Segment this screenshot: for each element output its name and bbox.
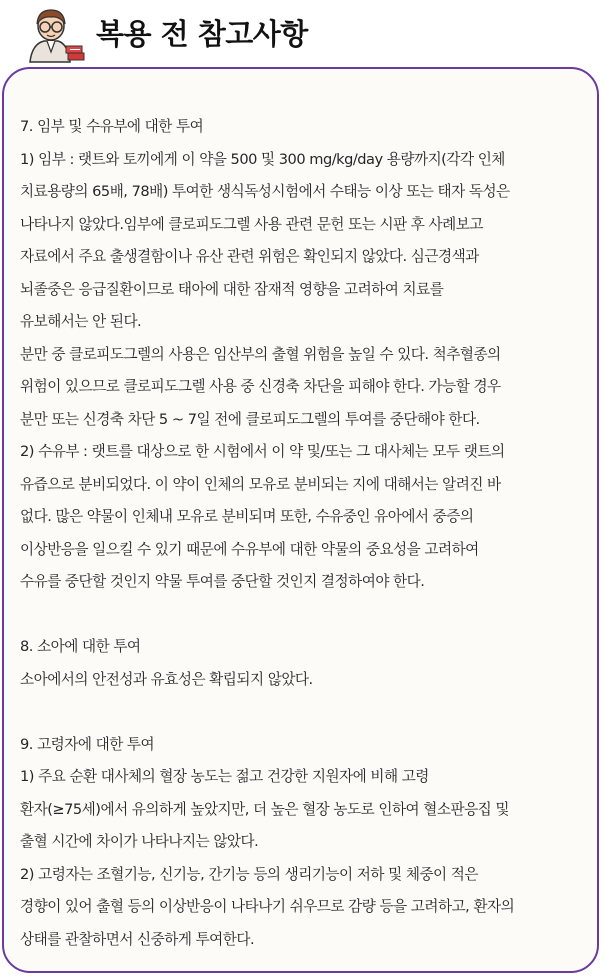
text-line: 1) 임부 : 랫트와 토끼에게 이 약을 500 및 300 mg/kg/day 용량까지(각각 인체 [20,150,505,168]
text-line: 분만 중 클로피도그렐의 사용은 임산부의 출혈 위험을 높일 수 있다. 척추혈종의 [20,345,501,363]
text-line: 2) 고령자는 조혈기능, 신기능, 간기능 등의 생리기능이 저하 및 체중이 적은 [20,865,478,883]
text-line: 치료용량의 65배, 78배) 투여한 생식독성시험에서 수태능 이상 또는 태자 독성은 [20,183,510,200]
page-title: 복용 전 참고사항 [96,17,308,51]
pharmacist-icon [20,4,90,64]
text-line: 8. 소아에 대한 투여 [20,638,141,655]
text-line: 이상반응을 일으킬 수 있기 때문에 수유부에 대한 약물의 중요성을 고려하여 [20,540,479,558]
header [0,0,606,66]
text-lines [20,111,590,956]
text-line: 2) 수유부 : 랫트를 대상으로 한 시험에서 이 약 및/또는 그 대사체는 모두 랫트의 [20,443,505,460]
text-line: 자료에서 주요 출생결함이나 유산 관련 위험은 확인되지 않았다. 심근경색과 [20,248,479,265]
content-box [2,67,599,973]
text-line: 9. 고령자에 대한 투여 [20,735,155,753]
text-line: 상태를 관찰하면서 신중하게 투여한다. [20,930,255,948]
text-line: 1) 주요 순환 대사체의 혈장 농도는 젊고 건강한 지원자에 비해 고령 [20,768,429,785]
text-line: 출혈 시간에 차이가 나타나지는 않았다. [20,833,259,850]
text-line: 유즙으로 분비되었다. 이 약이 인체의 모유로 분비되는 지에 대해서는 알려진 바 [20,475,501,493]
blank-line [20,696,590,729]
text-line: 소아에서의 안전성과 유효성은 확립되지 않았다. [20,670,313,688]
text-line: 나타나지 않았다.임부에 클로피도그렐 사용 관련 문헌 또는 시판 후 사례보고 [20,215,483,233]
text-line: 7. 임부 및 수유부에 대한 투여 [20,118,204,135]
text-line: 분만 또는 신경축 차단 5 ~ 7일 전에 클로피도그렐의 투여를 중단해야 한다. [20,410,480,428]
text-line: 없다. 많은 약물이 인체내 모유로 분비되며 또한, 수유중인 유아에서 중증의 [20,508,474,525]
text-line: 유보해서는 안 된다. [20,313,142,330]
text-line: 환자(≥75세)에서 유의하게 높았지만, 더 높은 혈장 농도로 인하여 혈소판응집 및 [20,800,510,818]
text-line: 수유를 중단할 것인지 약물 투여를 중단할 것인지 결정하여야 한다. [20,573,425,590]
text-line: 뇌졸중은 응급질환이므로 태아에 대한 잠재적 영향을 고려하여 치료를 [20,280,444,298]
text-line: 위험이 있으므로 클로피도그렐 사용 중 신경축 차단을 피해야 한다. 가능할 경우 [20,378,501,395]
blank-line [20,599,590,632]
text-line: 경향이 있어 출혈 등의 이상반응이 나타나기 쉬우므로 감량 등을 고려하고, 환자의 [20,898,515,915]
